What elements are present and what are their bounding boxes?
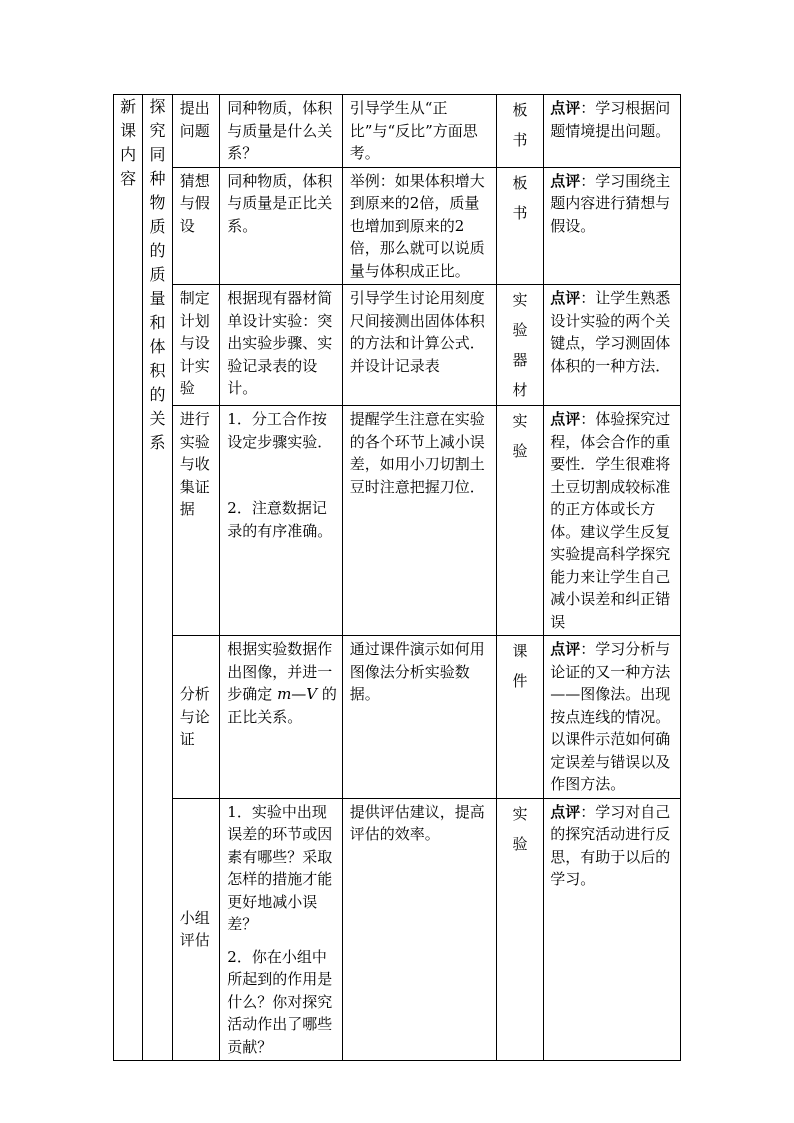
- eval-prefix: 点评: [550, 171, 581, 190]
- student-activity-text: 的正比关系。: [227, 685, 337, 726]
- evaluation-text: ：体验探究过程，体会合作的重要性．学生很难将土豆切割成较标准的正方体或长方体。建议学生反复实验提高科学探究能力来让学生自己减小误差和纠正错误: [550, 410, 671, 631]
- media-label: 实验: [512, 804, 528, 853]
- teacher-activity-cell: [342, 167, 496, 285]
- media-label: 板书: [512, 101, 528, 149]
- student-activity-cell: [220, 95, 343, 168]
- student-activity-text: 根据实验数据作出图像，并进一步确定: [227, 640, 333, 703]
- stage-label: 制定计划与设计实验: [179, 289, 210, 397]
- table-row: [114, 285, 681, 406]
- stage-label: 进行实验与收集证据: [179, 410, 210, 518]
- media-cell: [496, 636, 544, 799]
- sub-section-label: 探究同种物质的质量和体积的关系: [149, 97, 166, 452]
- stage-cell: [172, 167, 220, 285]
- main-section-cell: [114, 95, 143, 1061]
- sub-section-cell: [143, 95, 172, 1061]
- stage-cell: [172, 285, 220, 406]
- stage-cell: [172, 406, 220, 636]
- media-label: 板书: [512, 173, 528, 222]
- teacher-activity-text: 通过课件演示如何用图像法分析实验数据。: [349, 640, 485, 703]
- teacher-activity-cell: [342, 95, 496, 168]
- student-activity-text: 1．实验中出现误差的环节或因素有哪些？采取怎样的措施才能更好地减小误差？: [227, 802, 333, 933]
- stage-cell: [172, 95, 220, 168]
- teacher-activity-text: 引导学生从“正比”与“反比”方面思考。: [349, 99, 478, 162]
- media-label: 实验器材: [512, 291, 528, 399]
- media-cell: [496, 95, 544, 168]
- evaluation-text: ：学习分析与论证的又一种方法——图像法。出现按点连线的情况。以课件示范如何确定误差与错误以及作图方法。: [550, 640, 671, 793]
- teacher-activity-cell: [342, 406, 496, 636]
- student-activity-text: 同种物质，体积与质量是正比关系。: [227, 171, 333, 235]
- table-row: [114, 406, 681, 636]
- media-label: 课件: [512, 642, 528, 690]
- teacher-activity-cell: [342, 798, 496, 1061]
- evaluation-cell: [544, 285, 681, 406]
- teacher-activity-text: 举例：如果体积增大到原来的2倍，质量也增加到原来的2倍，那么就可以说质量与体积成正比。: [349, 171, 485, 280]
- media-cell: [496, 406, 544, 636]
- evaluation-cell: [544, 636, 681, 799]
- teacher-activity-text: 提醒学生注意在实验的各个环节上减小误差，如用小刀切割土豆时注意把握刀位．: [349, 410, 485, 496]
- media-label: 实验: [512, 412, 528, 460]
- stage-label: 提出问题: [179, 99, 210, 140]
- student-activity-text: 根据现有器材简单设计实验：突出实验步骤、实验记录表的设计。: [227, 289, 333, 397]
- media-cell: [496, 167, 544, 285]
- media-cell: [496, 798, 544, 1061]
- table-row: [114, 636, 681, 799]
- teacher-activity-text: 引导学生讨论用刻度尺间接测出固体体积的方法和计算公式．并设计记录表: [349, 289, 485, 375]
- stage-label: 猜想与假设: [179, 171, 210, 235]
- evaluation-cell: [544, 95, 681, 168]
- table-row: [114, 167, 681, 285]
- evaluation-cell: [544, 167, 681, 285]
- main-section-label: 新课内容: [120, 97, 137, 188]
- stage-label: 分析与论证: [179, 685, 210, 748]
- table-row: [114, 798, 681, 1061]
- student-activity-cell: [220, 798, 343, 1061]
- table-row: [114, 95, 681, 168]
- eval-prefix: 点评: [550, 410, 581, 428]
- eval-prefix: 点评: [550, 99, 581, 117]
- student-activity-text: 1．分工合作按设定步骤实验．: [227, 410, 333, 451]
- student-activity-cell: [220, 285, 343, 406]
- eval-prefix: 点评: [550, 802, 581, 821]
- evaluation-text: ：学习根据问题情境提出问题。: [550, 99, 671, 140]
- student-activity-cell: [220, 167, 343, 285]
- stage-cell: [172, 636, 220, 799]
- teacher-activity-cell: [342, 636, 496, 799]
- evaluation-text: ：学习对自己的探究活动进行反思，有助于以后的学习。: [550, 802, 671, 888]
- lesson-plan-table: [113, 94, 681, 1061]
- stage-label: 小组评估: [179, 908, 210, 950]
- student-activity-cell: [220, 636, 343, 799]
- teacher-activity-cell: [342, 285, 496, 406]
- formula-mv: m—V: [277, 685, 318, 703]
- teacher-activity-text: 提供评估建议，提高评估的效率。: [349, 802, 485, 843]
- media-cell: [496, 285, 544, 406]
- eval-prefix: 点评: [550, 640, 581, 658]
- evaluation-text: ：让学生熟悉设计实验的两个关键点，学习测固体体积的一种方法．: [550, 289, 671, 375]
- stage-cell: [172, 798, 220, 1061]
- student-activity-text: 2．注意数据记录的有序准确。: [227, 499, 333, 540]
- student-activity-text: 同种物质，体积与质量是什么关系？: [227, 99, 333, 162]
- evaluation-text: ：学习围绕主题内容进行猜想与假设。: [550, 171, 671, 235]
- evaluation-cell: [544, 406, 681, 636]
- eval-prefix: 点评: [550, 289, 581, 307]
- student-activity-text: 2．你在小组中所起到的作用是什么？你对探究活动作出了哪些贡献？: [227, 947, 333, 1056]
- student-activity-cell: [220, 406, 343, 636]
- evaluation-cell: [544, 798, 681, 1061]
